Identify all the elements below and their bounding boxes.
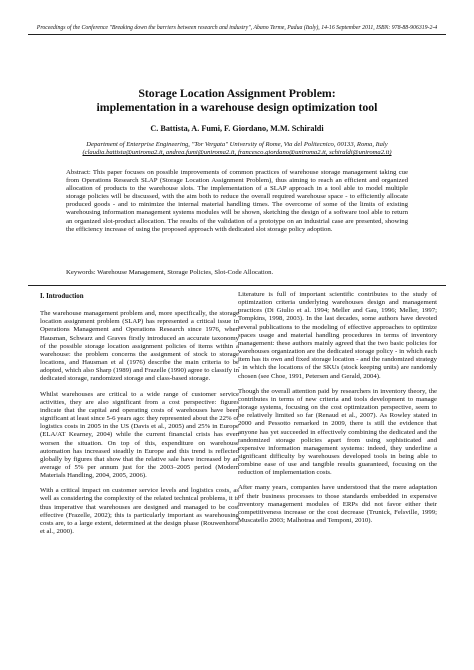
section-rule [28, 285, 446, 286]
body-paragraph: Though the overall attention paid by researchers in inventory theory, the contributes in terms of new criteria and tools development to manage storage systems, focusing on the cost optimization perspective, seem to be relatively limited so far (Renaud et al., 2007). As Rowley stated in 2000 and Pessotto remarked in 2009, there is still the evidence that anyone has yet succeeded in effectively combining the dedicated and the randomized storage policies apart from using sophisticated and expensive information management systems: indeed, they underline a significant difficulty by warehouses developed tools in being able to combine ease of use and tangible results guaranteed, focusing on the reduction of implementation costs. [238, 387, 437, 477]
affiliation-emails-row [60, 149, 414, 157]
running-header: Proceedings of the Conference "Breaking down the barriers between research and industry", Abano Terme, Padua (Italy), 14-16 September 2011, ISBN: 978-88-906319-2-4 [36, 25, 438, 31]
body-paragraph: Whilst warehouses are critical to a wide range of customer service activities, they are also significant from a cost perspective: figures indicate that the capital and operating costs of warehouses have been significant at least since 5-6 years ago: they represented about the 22% of logistics costs in 2005 in the US (Davis et al., 2005) and 25% in Europe (ELA/AT Kearney, 2004) while the current financial crisis has even worsen the situation. On top of this, expenditure on warehouse automation has increased steadily in Europe and this trend is reflected globally by figures that show that the relative sale have increased by an average of 5% per annum just for the 2003–2005 period (Modern Materials Handling, 2004, 2005, 2006). [40, 390, 239, 480]
author-emails[interactable]: (claudia.battista@uniroma2.it, andrea.fumi@uniroma2.it, francesco.giordano@uniroma2.it, schiraldi@uniroma2.it) [82, 149, 392, 156]
paper-title-line2: implementation in a warehouse design optimization tool [96, 100, 378, 114]
header-rule [28, 34, 446, 35]
body-paragraph: The warehouse management problem and, more specifically, the storage location assignment problem (SLAP) has represented a critical issue in Operations Management and Operations Research since 1976, when Hausman, Schwarz and Graves firstly introduced an accurate taxonomy of the possible storage location assignment policies of items within a warehouse: the problem concerns the assignment of stock to storage locations, and Hausman et al (1976) describe the main criteria to be adopted, which also Sharp (1989) and Frazelle (1990) agree to classify in dedicated storage, randomized storage and class-based storage. [40, 310, 239, 383]
affiliation: Department of Enterprise Engineering, "Tor Vergata" University of Rome, Via del Politecnico, 00133, Roma, Italy [86, 141, 388, 148]
abstract: Abstract: This paper focuses on possible improvements of common practices of warehouse storage management taking cue from Operations Research SLAP (Storage Location Assignment Problem), thus aiming to reach an efficient and organized allocation of products to the warehouse slots. The implementation of a SLAP approach in a tool able to model multiple storage policies will be discussed, with the aim both to reduce the overall required warehouse space - to efficiently allocate produced goods - and to minimize the internal material handling times. The overcome of some of the limits of existing warehousing information management systems modules will be shown, sketching the design of a software tool able to return an organized slot-product allocation. The results of the validation of a prototype on an industrial case are presented, showing the efficiency increase of using the proposed approach with dedicated slot storage policy adoption. [66, 169, 408, 233]
body-paragraph: With a critical impact on customer service levels and logistics costs, as well as considering the complexity of the related technical problems, it is thus imperative that warehouses are designed and managed to be cost effective (Frazelle, 2002); this is particularly important as warehousing costs are, to a large extent, determined at the design phase (Rouwenhorst et al., 2000). [40, 487, 239, 536]
right-column [238, 291, 437, 532]
section-heading-introduction: I. Introduction [40, 293, 84, 300]
author-list: C. Battista, A. Fumi, F. Giordano, M.M. Schiraldi [150, 124, 324, 133]
left-column [40, 291, 239, 543]
body-paragraph: After many years, companies have understood that the mere adaptation of their business processes to those standards embedded in expensive inventory management modules of ERPs did not favor either their competitiveness increase or the cost decrease (Trunick, Felsville, 1999; Muscatello 2003; Malhotraa and Temponi, 2010). [238, 484, 437, 525]
body-paragraph: Literature is full of important scientific contributes to the study of optimization criteria underlying warehouses design and management practices (Di Giulio et al. 1994; Meller and Gau, 1996; Meller, 1997; Tompkins, 1998, 2003). In the last decades, some authors have devoted several publications to the modeling of effective approaches to optimize spaces usage and material handling procedures in terms of inventory management: these authors mainly agreed that the two basic policies for warehouses organization are the dedicated storage policy - in which each item has its own and fixed storage location - and the randomized strategy - in which the locations of the SKUs (stock keeping units) are randomly chosen (see Choe, 1991, Petersen and Gerald, 2004). [238, 291, 437, 380]
keywords: Keywords: Warehouse Management, Storage Policies, Slot-Code Allocation. [66, 269, 274, 276]
paper-title-line1: Storage Location Assignment Problem: [138, 86, 336, 100]
